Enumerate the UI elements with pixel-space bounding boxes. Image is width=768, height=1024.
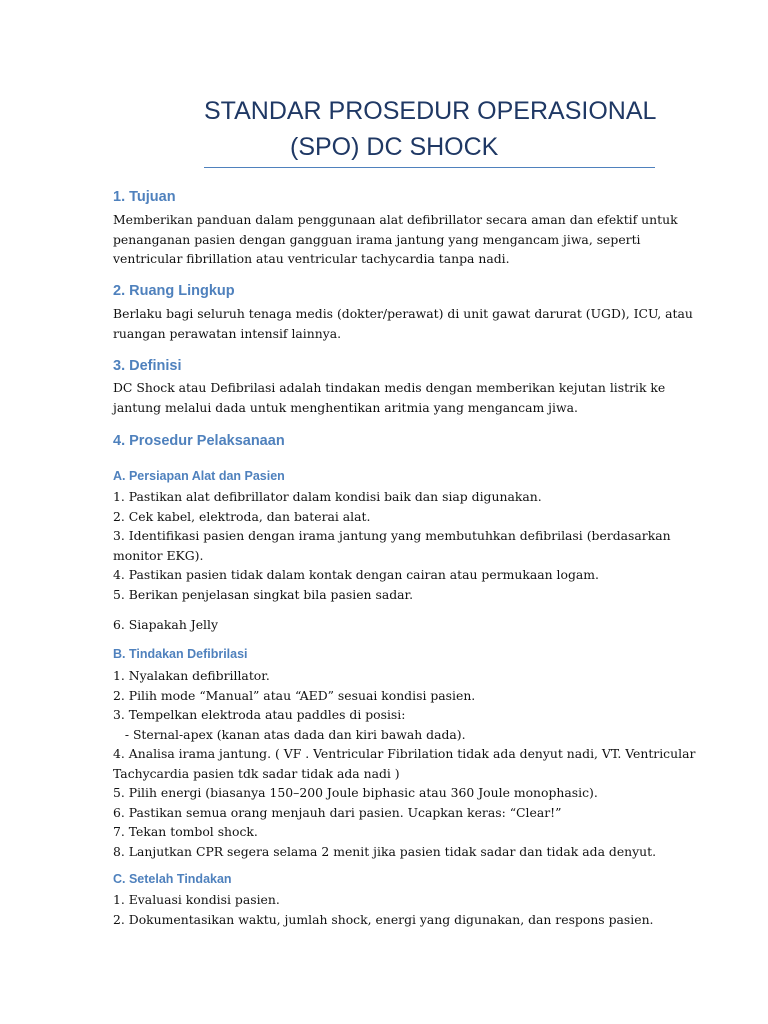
list-item: 1. Nyalakan defibrillator. bbox=[113, 668, 270, 683]
list-item: 4. Pastikan pasien tidak dalam kontak dengan cairan atau permukaan logam. bbox=[113, 567, 599, 582]
heading-ruang-lingkup: 2. Ruang Lingkup bbox=[113, 283, 235, 299]
list-item: 4. Analisa irama jantung. ( VF . Ventricular Fibrilation tidak ada denyut nadi, VT. Ventricular bbox=[113, 746, 696, 761]
subheading-setelah: C. Setelah Tindakan bbox=[113, 872, 232, 886]
paragraph-ruang-lingkup bbox=[113, 304, 693, 343]
text-line: DC Shock atau Defibrilasi adalah tindakan medis dengan memberikan kejutan listrik ke bbox=[113, 380, 666, 395]
heading-definisi: 3. Definisi bbox=[113, 358, 182, 374]
subheading-tindakan: B. Tindakan Defibrilasi bbox=[113, 647, 248, 661]
list-item: 3. Tempelkan elektroda atau paddles di posisi: bbox=[113, 707, 406, 722]
heading-prosedur: 4. Prosedur Pelaksanaan bbox=[113, 433, 285, 449]
list-item: 8. Lanjutkan CPR segera selama 2 menit jika pasien tidak sadar dan tidak ada denyut. bbox=[113, 843, 657, 859]
list-item: 5. Pilih energi (biasanya 150–200 Joule biphasic atau 360 Joule monophasic). bbox=[113, 785, 598, 800]
list-item: 2. Pilih mode “Manual” atau “AED” sesuai kondisi pasien. bbox=[113, 687, 476, 703]
list-item: 2. Cek kabel, elektroda, dan baterai alat. bbox=[113, 508, 371, 524]
text-line: jantung melalui dada untuk menghentikan aritmia yang mengancam jiwa. bbox=[113, 399, 578, 415]
document-title-line2: (SPO) DC SHOCK bbox=[290, 133, 499, 161]
text-line: Memberikan panduan dalam penggunaan alat defibrillator secara aman dan efektif untuk bbox=[113, 212, 678, 227]
heading-tujuan: 1. Tujuan bbox=[113, 189, 176, 205]
list-tindakan bbox=[113, 666, 696, 861]
list-setelah bbox=[113, 890, 658, 929]
list-item: monitor EKG). bbox=[113, 547, 204, 563]
list-persiapan bbox=[113, 487, 671, 604]
list-item: 5. Berikan penjelasan singkat bila pasien sadar. bbox=[113, 586, 414, 602]
list-item: 3. Identifikasi pasien dengan irama jantung yang membutuhkan defibrilasi (berdasarkan bbox=[113, 528, 671, 543]
subheading-persiapan: A. Persiapan Alat dan Pasien bbox=[113, 469, 285, 483]
text-line: penanganan pasien dengan gangguan irama jantung yang mengancam jiwa, seperti bbox=[113, 231, 641, 247]
text-line: ventricular fibrillation atau ventricular tachycardia tanpa nadi. bbox=[113, 251, 510, 266]
paragraph-definisi bbox=[113, 378, 666, 417]
list-item: 7. Tekan tombol shock. bbox=[113, 824, 258, 839]
title-underline bbox=[204, 167, 655, 168]
list-item-jelly: 6. Siapakah Jelly bbox=[113, 617, 218, 632]
text-line: Berlaku bagi seluruh tenaga medis (dokter/perawat) di unit gawat darurat (UGD), ICU, atau bbox=[113, 306, 693, 321]
paragraph-tujuan bbox=[113, 210, 678, 269]
text-line: ruangan perawatan intensif lainnya. bbox=[113, 325, 342, 341]
list-item: 2. Dokumentasikan waktu, jumlah shock, energi yang digunakan, dan respons pasien. bbox=[113, 911, 654, 927]
list-item: 1. Evaluasi kondisi pasien. bbox=[113, 892, 280, 907]
list-item: 1. Pastikan alat defibrillator dalam kondisi baik dan siap digunakan. bbox=[113, 489, 542, 504]
list-item: 6. Pastikan semua orang menjauh dari pasien. Ucapkan keras: “Clear!” bbox=[113, 804, 562, 820]
list-item: Tachycardia pasien tdk sadar tidak ada nadi ) bbox=[113, 765, 400, 781]
document-title-line1: STANDAR PROSEDUR OPERASIONAL bbox=[204, 97, 657, 125]
list-item: - Sternal-apex (kanan atas dada dan kiri bawah dada). bbox=[113, 726, 466, 742]
